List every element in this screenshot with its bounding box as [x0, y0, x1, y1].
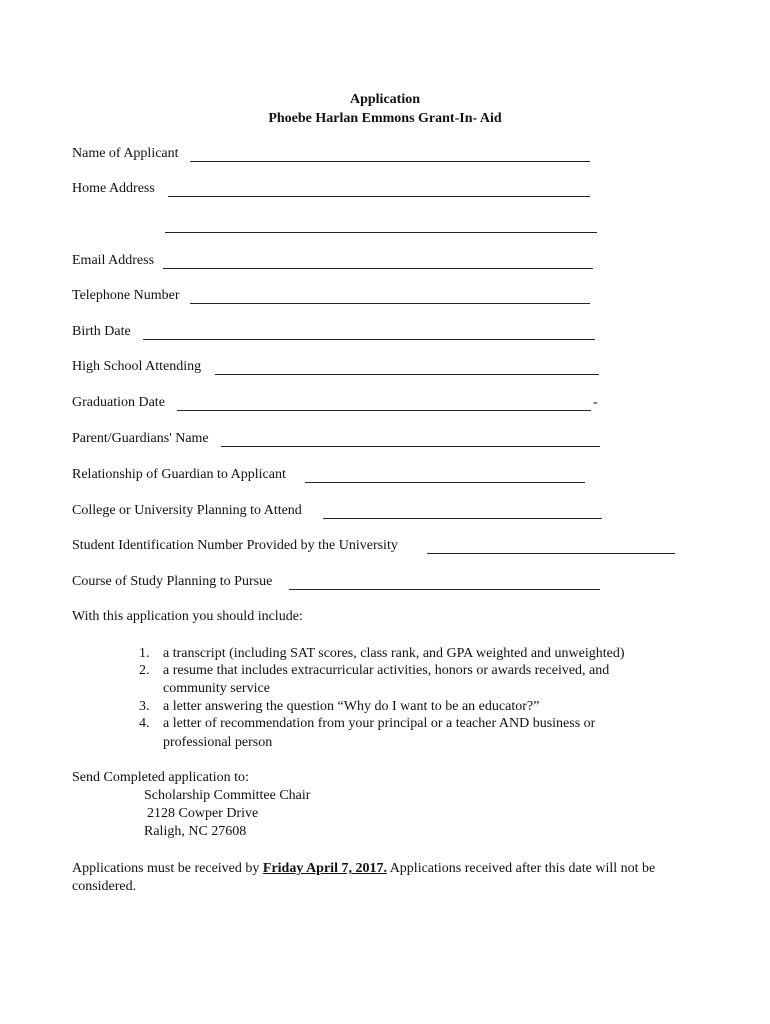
include-item-number: 4. [139, 716, 150, 731]
include-item-number: 3. [139, 699, 150, 714]
course-of-study-field [72, 574, 602, 592]
include-item-resume-continued: community service [163, 681, 270, 696]
home-address-label: Home Address [72, 181, 155, 196]
parent-guardian-name-input-line[interactable] [221, 446, 600, 447]
student-id-input-line[interactable] [427, 553, 675, 554]
birth-date-label: Birth Date [72, 324, 131, 339]
include-intro: With this application you should include: [72, 609, 303, 624]
send-recipient: Scholarship Committee Chair [144, 788, 311, 803]
include-item-recommendation: a letter of recommendation from your principal or a teacher AND business or [163, 716, 596, 731]
send-city: Raligh, NC 27608 [144, 824, 247, 839]
deadline-prefix: Applications must be received by [72, 861, 263, 876]
graduation-date-label: Graduation Date [72, 395, 165, 410]
high-school-field [72, 359, 602, 377]
email-address-label: Email Address [72, 253, 155, 268]
high-school-input-line[interactable] [215, 374, 599, 375]
course-of-study-input-line[interactable] [289, 589, 600, 590]
name-of-applicant-field [72, 146, 592, 164]
relationship-input-line[interactable] [305, 482, 585, 483]
birth-date-input-line[interactable] [143, 339, 595, 340]
graduation-date-input-line[interactable] [177, 410, 591, 411]
telephone-number-field [72, 288, 592, 306]
student-id-field [72, 538, 678, 556]
send-street: 2128 Cowper Drive [147, 806, 259, 821]
home-address-line-2-input-line[interactable] [165, 232, 597, 233]
telephone-number-label: Telephone Number [72, 288, 180, 303]
include-item-resume: a resume that includes extracurricular activities, honors or awards received, and [163, 663, 610, 678]
email-address-field [72, 253, 596, 271]
parent-guardian-name-label: Parent/Guardians' Name [72, 431, 209, 446]
home-address-line-2-field [72, 217, 598, 235]
college-field [72, 503, 604, 521]
home-address-field [72, 181, 592, 199]
graduation-date-field [72, 395, 604, 413]
high-school-label: High School Attending [72, 359, 202, 374]
form-title: Application [349, 92, 420, 107]
form-subtitle: Phoebe Harlan Emmons Grant-In- Aid [268, 111, 502, 126]
deadline-suffix: Applications received after this date will not be considered. [72, 861, 656, 894]
college-label: College or University Planning to Attend [72, 503, 302, 518]
include-item-transcript: a transcript (including SAT scores, class rank, and GPA weighted and unweighted) [163, 646, 625, 661]
relationship-field [72, 467, 587, 485]
student-id-label: Student Identification Number Provided by the University [72, 538, 398, 553]
relationship-label: Relationship of Guardian to Applicant [72, 467, 286, 482]
telephone-number-input-line[interactable] [190, 303, 590, 304]
home-address-input-line[interactable] [168, 196, 590, 197]
include-item-number: 1. [139, 646, 150, 661]
include-item-recommendation-continued: professional person [163, 735, 273, 750]
college-input-line[interactable] [323, 518, 602, 519]
include-item-number: 2. [139, 663, 150, 678]
deadline-notice [72, 860, 702, 896]
send-intro: Send Completed application to: [72, 770, 249, 785]
name-of-applicant-input-line[interactable] [190, 161, 590, 162]
parent-guardian-name-field [72, 431, 602, 449]
course-of-study-label: Course of Study Planning to Pursue [72, 574, 273, 589]
name-of-applicant-label: Name of Applicant [72, 146, 179, 161]
birth-date-field [72, 324, 598, 342]
deadline-date: Friday April 7, 2017. [262, 861, 387, 876]
graduation-date-trailing-mark: - [593, 395, 598, 410]
email-address-input-line[interactable] [163, 268, 593, 269]
include-item-letter-educator: a letter answering the question “Why do I want to be an educator?” [163, 699, 540, 714]
